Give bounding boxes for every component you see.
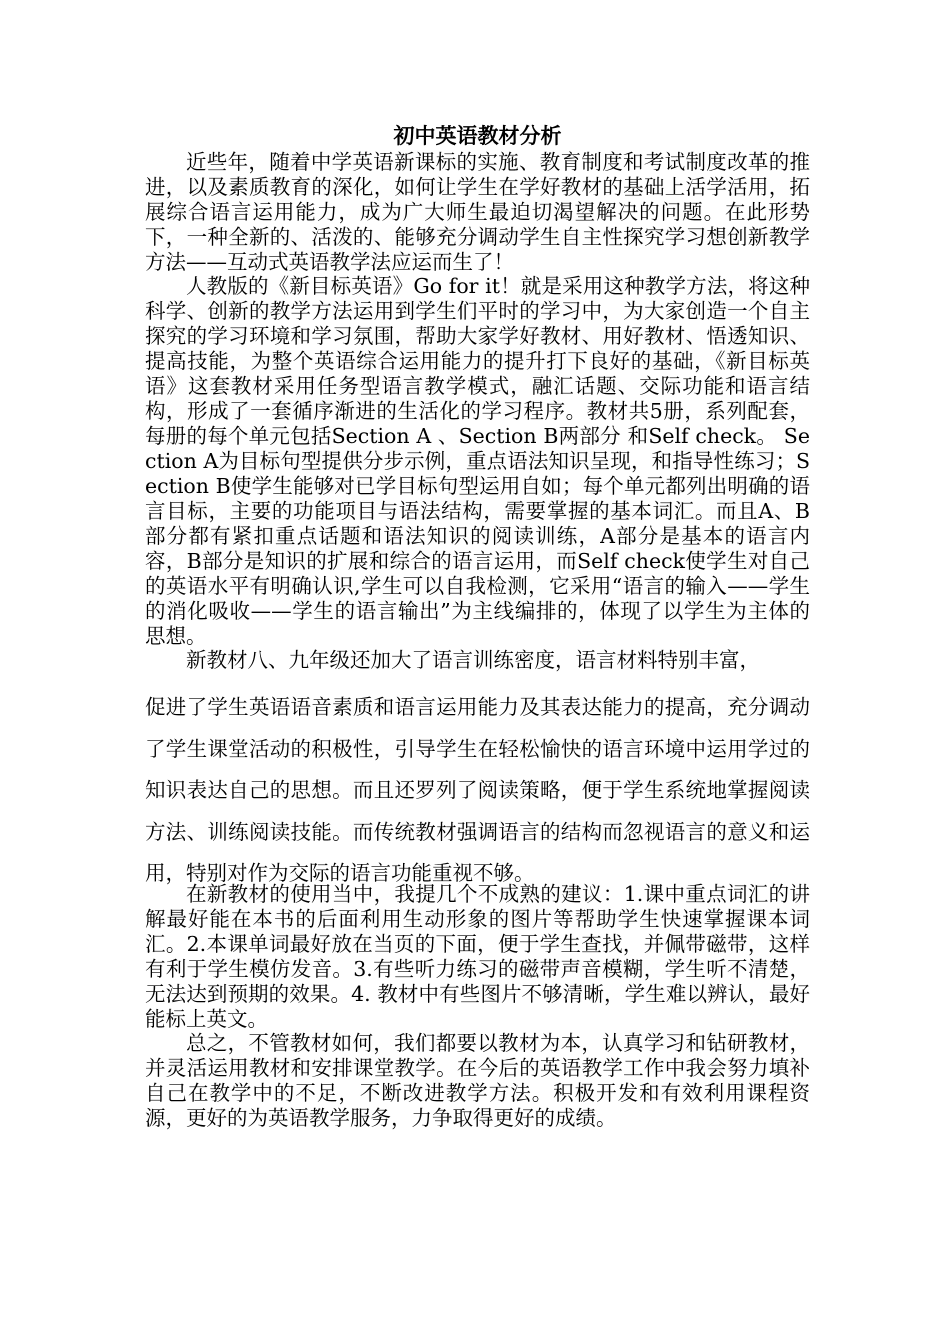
document-title: 初中英语教材分析 bbox=[393, 123, 562, 148]
paragraph-textbook-overview: 人教版的《新目标英语》Go for it！就是采用这种教学方法，将这种科学、创新的教学方法运用到学生们平时的学习中，为大家创造一个自主探究的学习环境和学习氛围，帮助大家学好教材、用好教材、悟透知识、提高技能，为整个英语综合运用能力的提升打下良好的基础，《新目标英语》这套教材采用任务型语言教学模式，融汇话题、交际功能和语言结构，形成了一套循序渐进的生活化的学习程序。教材共5册，系列配套，每册的每个单元包括Section A 、Section B两部分 和Self check。 Section A为目标句型提供分步示例，重点语法知识呈现，和指导性练习；Section B使学生能够对已学目标句型运用自如；每个单元都列出明确的语言目标，主要的功能项目与语法结构，需要掌握的基本词汇。而且A、B部分都有紧扣重点话题和语法知识的阅读训练，A部分是基本的语言内容，B部分是知识的扩展和综合的语言运用，而Self check使学生对自己的英语水平有明确认识,学生可以自我检测，它采用“语言的输入——学生的消化吸收——学生的语言输出”为主线编排的，体现了以学生为主体的思想。 bbox=[145, 274, 810, 648]
paragraph-grade-eight-nine-body: 促进了学生英语语音素质和语言运用能力及其表达能力的提高，充分调动了学生课堂活动的积极性，引导学生在轻松愉快的语言环境中运用学过的知识表达自己的思想。而且还罗列了阅读策略，便于学生系统地掌握阅读方法、训练阅读技能。而传统教材强调语言的结构而忽视语言的意义和运用，特别对作为交际的语言功能重视不够。 bbox=[145, 695, 810, 885]
paragraph-suggestions: 在新教材的使用当中，我提几个不成熟的建议：1.课中重点词汇的讲解最好能在本书的后面利用生动形象的图片等帮助学生快速掌握课本词汇。2.本课单词最好放在当页的下面，便于学生查找，并佩带磁带，这样有利于学生模仿发音。3.有些听力练习的磁带声音模糊，学生听不清楚，无法达到预期的效果。4. 教材中有些图片不够清晰，学生难以辨认，最好能标上英文。 bbox=[145, 882, 810, 1031]
paragraph-intro: 近些年，随着中学英语新课标的实施、教育制度和考试制度改革的推进，以及素质教育的深化，如何让学生在学好教材的基础上活学活用，拓展综合语言运用能力，成为广大师生最迫切渴望解决的问题。在此形势下，一种全新的、活泼的、能够充分调动学生自主性探究学习想创新教学方法——互动式英语教学法应运而生了！ bbox=[145, 150, 810, 274]
paragraph-conclusion: 总之，不管教材如何，我们都要以教材为本，认真学习和钻研教材，并灵活运用教材和安排课堂教学。在今后的英语教学工作中我会努力填补自己在教学中的不足，不断改进教学方法。积极开发和有效利用课程资源，更好的为英语教学服务，力争取得更好的成绩。 bbox=[145, 1031, 810, 1130]
paragraph-grade-eight-nine-lead: 新教材八、九年级还加大了语言训练密度，语言材料特别丰富， bbox=[186, 648, 760, 672]
